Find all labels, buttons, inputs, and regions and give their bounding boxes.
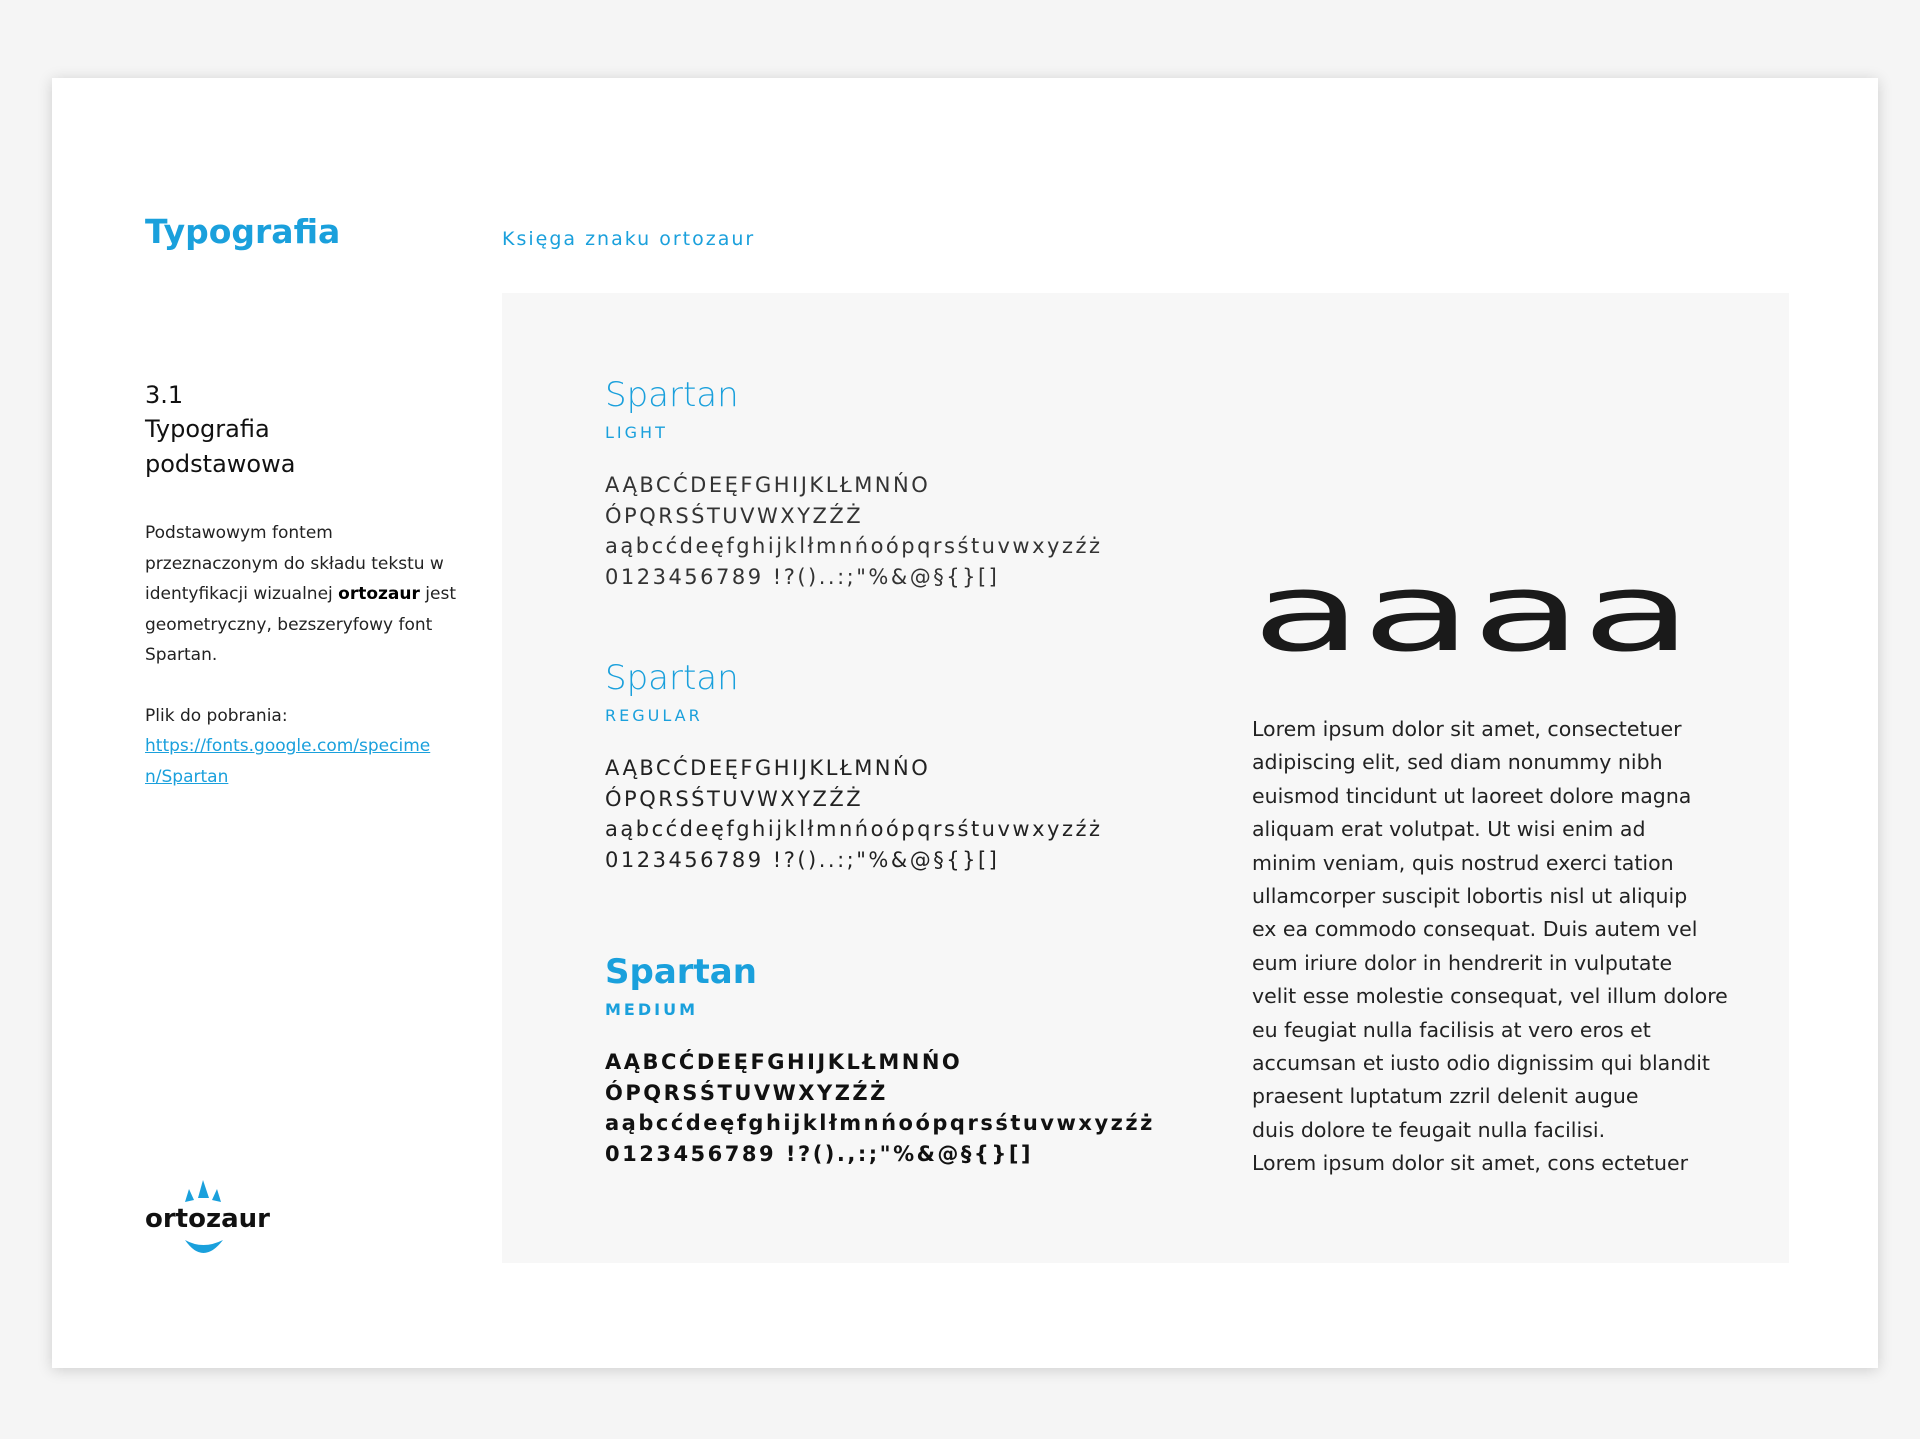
charset-line: ÓPQRSŚTUVWXYZŹŻ [605,503,864,528]
lorem-line: Lorem ipsum dolor sit amet, cons ectetuer [1252,1151,1689,1176]
lorem-line: ullamcorper suscipit lobortis nisl ut aliquip [1252,884,1688,909]
description-brand: ortozaur [338,584,420,604]
download-label: Plik do pobrania: [145,705,288,726]
lorem-line: duis dolore te feugait nulla facilisi. [1252,1117,1606,1142]
lorem-paragraph [1252,713,1752,1181]
charset-line: aąbcćdeęfghijklłmnńoópqrsśtuvwxyzźż [605,1111,1155,1135]
section-number: 3.1 [145,381,184,409]
description-pre: Podstawowym fontem przeznaczonym do składu tekstu w identyfikacji wizualnej [145,523,444,604]
specimen-charset [605,470,1103,592]
specimen-light [605,375,1103,592]
charset-line: AĄBCĆDEĘFGHIJKLŁMNŃO [605,1050,963,1074]
lorem-line: minim veniam, quis nostrud exerci tation [1252,850,1674,875]
charset-line: 0123456789 !?()..:;"%&@§{}[] [605,847,1000,872]
description-post: jest geometryczny, bezszeryfowy font Spartan. [145,584,457,665]
description [145,518,465,671]
charset-line: ÓPQRSŚTUVWXYZŹŻ [605,1080,888,1105]
specimen-regular [605,658,1103,875]
glyph-weight-demo: aaaa [1252,560,1692,676]
ortozaur-logo [145,1180,285,1260]
download-link[interactable]: https://fonts.google.com/specimen/Spartan [145,736,431,787]
charset-line: ÓPQRSŚTUVWXYZŹŻ [605,786,864,811]
charset-line: AĄBCĆDEĘFGHIJKLŁMNŃO [605,473,931,497]
logo-text: ortozaur [145,1204,270,1234]
charset-line: AĄBCĆDEĘFGHIJKLŁMNŃO [605,756,931,780]
lorem-line: aliquam erat volutpat. Ut wisi enim ad [1252,817,1646,842]
lorem-line: ex ea commodo consequat. Duis autem vel [1252,917,1698,942]
glyph-weights-demo [1252,560,1692,680]
charset-line: 0123456789 !?().,:;"%&@§{}[] [605,1141,1034,1166]
sidebar [145,378,465,792]
specimen-charset [605,1047,1155,1169]
lorem-line: velit esse molestie consequat, vel illum dolore [1252,984,1728,1009]
lorem-line: eum iriure dolor in hendrerit in vulputate [1252,950,1673,975]
specimen-font-name: Spartan [605,658,739,698]
section-title-line2: podstawowa [145,450,296,478]
lorem-line: praesent luptatum zzril delenit augue [1252,1084,1639,1109]
lorem-line: eu feugiat nulla facilisis at vero eros et [1252,1017,1651,1042]
lorem-line: accumsan et iusto odio dignissim qui blandit [1252,1051,1710,1076]
specimen-weight-label: REGULAR [605,706,703,725]
section-title-line1: Typografia [145,415,270,443]
charset-line: aąbcćdeęfghijklłmnńoópqrsśtuvwxyzźż [605,534,1103,558]
charset-line: aąbcćdeęfghijklłmnńoópqrsśtuvwxyzźż [605,817,1103,841]
section-title [145,412,465,482]
specimen-font-name: Spartan [605,375,739,415]
lorem-line: adipiscing elit, sed diam nonummy nibh [1252,750,1663,775]
specimen-weight-label: MEDIUM [605,1000,698,1019]
specimen-font-name: Spartan [605,952,757,992]
specimen-medium [605,952,1155,1169]
specimen-weight-label: LIGHT [605,423,668,442]
lorem-line: euismod tincidunt ut laoreet dolore magna [1252,783,1692,808]
page-title: Typografia [145,212,341,251]
lorem-line: Lorem ipsum dolor sit amet, consectetuer [1252,717,1682,741]
running-header: Księga znaku ortozaur [502,228,756,250]
specimen-charset [605,753,1103,875]
charset-line: 0123456789 !?()..:;"%&@§{}[] [605,564,1000,589]
download-section [145,701,465,793]
